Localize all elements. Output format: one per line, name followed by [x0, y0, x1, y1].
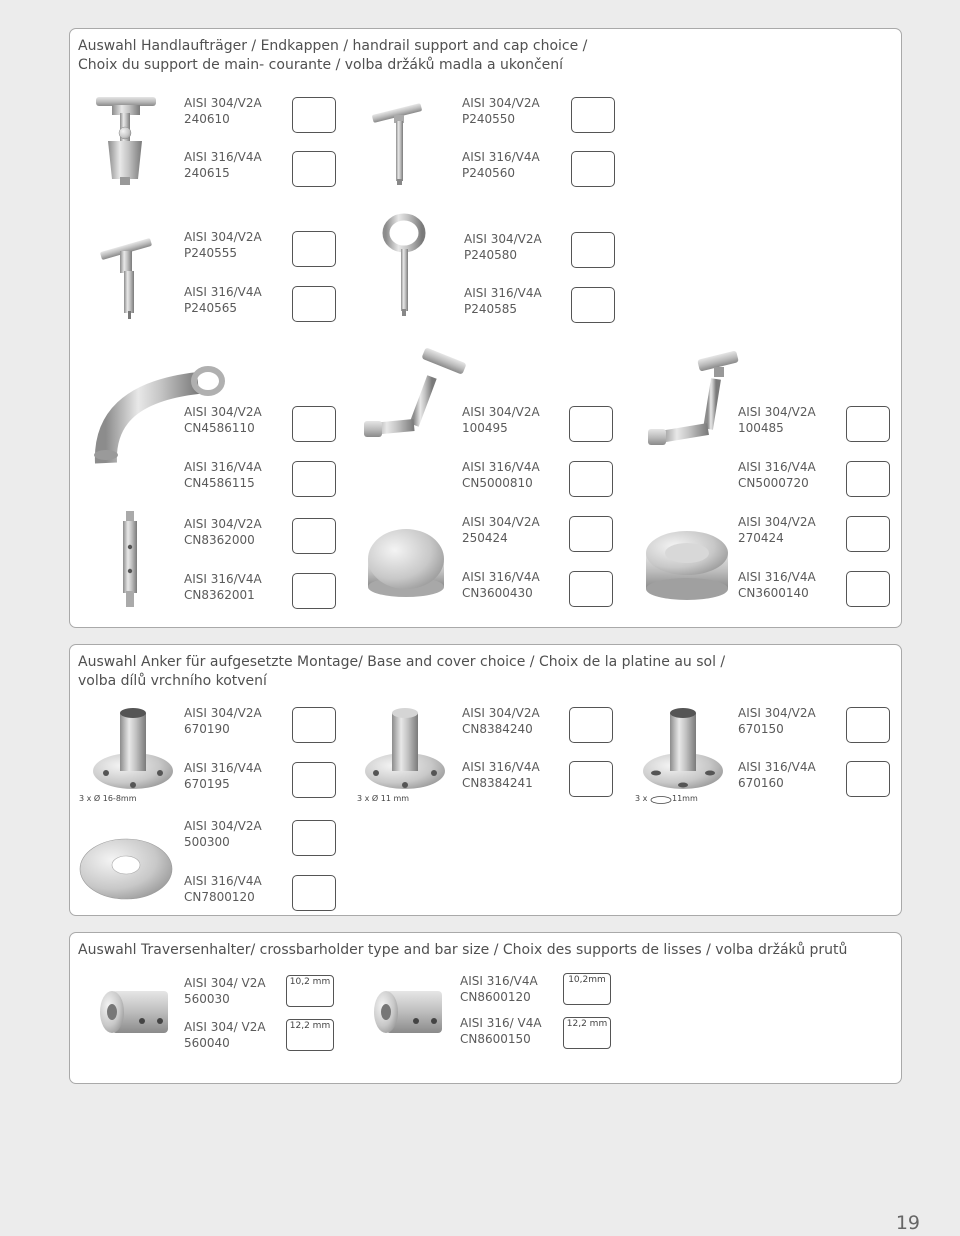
product-image-250424: [358, 517, 458, 607]
checkbox-100495[interactable]: [569, 406, 613, 442]
checkbox-CN3600140[interactable]: [846, 571, 890, 607]
checkbox-560030[interactable]: 10,2 mm: [286, 975, 334, 1007]
section-title-handrail: Auswahl Handlaufträger / Endkappen / handrail support and cap choice / Choix du support de main- courante / volba držáků madla a ukončení: [78, 38, 588, 73]
item-670150: AISI 304/V2A 670150: [738, 706, 816, 736]
checkbox-P240580[interactable]: [571, 232, 615, 268]
item-P240565: AISI 316/V4A P240565: [184, 285, 262, 315]
item-CN3600430: AISI 316/V4A CN3600430: [462, 570, 540, 600]
checkbox-CN4586115[interactable]: [292, 461, 336, 497]
checkbox-670195[interactable]: [292, 762, 336, 798]
item-100495: AISI 304/V2A 100495: [462, 405, 540, 435]
checkbox-CN8384241[interactable]: [569, 761, 613, 797]
checkbox-CN5000720[interactable]: [846, 461, 890, 497]
checkbox-670190[interactable]: [292, 707, 336, 743]
note-holes-11: 3 x Ø 11 mm: [357, 794, 410, 803]
panel-handrail-support: [69, 28, 902, 628]
product-image-270424: [638, 517, 738, 607]
product-image-240610: [90, 91, 180, 191]
checkbox-CN4586110[interactable]: [292, 406, 336, 442]
item-P240585: AISI 316/V4A P240585: [464, 286, 542, 316]
checkbox-670150[interactable]: [846, 707, 890, 743]
item-240610: AISI 304/V2A 240610: [184, 96, 262, 126]
note-holes-slot-prefix: 3 x: [635, 794, 648, 803]
product-image-500300: [76, 825, 176, 907]
section-title-base: Auswahl Anker für aufgesetzte Montage/ Base and cover choice / Choix de la platine au sol / volba dílů vrchního kotvení: [78, 654, 726, 689]
product-image-P240580: [370, 211, 440, 321]
note-holes-slot: 11mm: [672, 794, 698, 803]
item-CN4586110: AISI 304/V2A CN4586110: [184, 405, 262, 435]
item-500300: AISI 304/V2A 500300: [184, 819, 262, 849]
note-holes-16-8: 3 x Ø 16-8mm: [79, 794, 137, 803]
checkbox-P240550[interactable]: [571, 97, 615, 133]
item-CN4586115: AISI 316/V4A CN4586115: [184, 460, 262, 490]
checkbox-250424[interactable]: [569, 516, 613, 552]
checkbox-270424[interactable]: [846, 516, 890, 552]
product-image-CN8600120: [364, 983, 456, 1043]
item-P240555: AISI 304/V2A P240555: [184, 230, 262, 260]
item-670190: AISI 304/V2A 670190: [184, 706, 262, 736]
item-P240580: AISI 304/V2A P240580: [464, 232, 542, 262]
item-CN7800120: AISI 316/V4A CN7800120: [184, 874, 262, 904]
item-560030: AISI 304/ V2A 560030: [184, 976, 266, 1006]
item-CN5000720: AISI 316/V4A CN5000720: [738, 460, 816, 490]
product-image-560030: [90, 983, 182, 1043]
checkbox-P240565[interactable]: [292, 286, 336, 322]
product-image-670190: [88, 705, 178, 795]
item-CN8600120: AISI 316/V4A CN8600120: [460, 974, 538, 1004]
checkbox-560040[interactable]: 12,2 mm: [286, 1019, 334, 1051]
item-CN8362001: AISI 316/V4A CN8362001: [184, 572, 262, 602]
checkbox-P240585[interactable]: [571, 287, 615, 323]
checkbox-240615[interactable]: [292, 151, 336, 187]
item-270424: AISI 304/V2A 270424: [738, 515, 816, 545]
checkbox-240610[interactable]: [292, 97, 336, 133]
item-P240560: AISI 316/V4A P240560: [462, 150, 540, 180]
checkbox-CN8362000[interactable]: [292, 518, 336, 554]
checkbox-100485[interactable]: [846, 406, 890, 442]
checkbox-P240555[interactable]: [292, 231, 336, 267]
item-560040: AISI 304/ V2A 560040: [184, 1020, 266, 1050]
checkbox-CN8600150[interactable]: 12,2 mm: [563, 1017, 611, 1049]
item-CN3600140: AISI 316/V4A CN3600140: [738, 570, 816, 600]
product-image-P240550: [366, 97, 436, 197]
slot-icon: [650, 795, 672, 805]
item-CN8362000: AISI 304/V2A CN8362000: [184, 517, 262, 547]
item-670160: AISI 316/V4A 670160: [738, 760, 816, 790]
panel-crossbar-holder: [69, 932, 902, 1084]
item-P240550: AISI 304/V2A P240550: [462, 96, 540, 126]
item-CN8384240: AISI 304/V2A CN8384240: [462, 706, 540, 736]
product-image-CN8362000: [116, 509, 146, 611]
checkbox-CN5000810[interactable]: [569, 461, 613, 497]
checkbox-500300[interactable]: [292, 820, 336, 856]
product-image-P240555: [96, 229, 176, 329]
page-number: 19: [895, 1212, 920, 1234]
checkbox-CN3600430[interactable]: [569, 571, 613, 607]
item-CN8384241: AISI 316/V4A CN8384241: [462, 760, 540, 790]
item-100485: AISI 304/V2A 100485: [738, 405, 816, 435]
checkbox-CN8362001[interactable]: [292, 573, 336, 609]
checkbox-CN8600120[interactable]: 10,2mm: [563, 973, 611, 1005]
checkbox-CN8384240[interactable]: [569, 707, 613, 743]
item-250424: AISI 304/V2A 250424: [462, 515, 540, 545]
section-title-crossbar: Auswahl Traversenhalter/ crossbarholder type and bar size / Choix des supports de lisses / volba držáků prutů: [78, 942, 848, 958]
item-CN5000810: AISI 316/V4A CN5000810: [462, 460, 540, 490]
item-240615: AISI 316/V4A 240615: [184, 150, 262, 180]
product-image-670150: [638, 705, 728, 795]
checkbox-P240560[interactable]: [571, 151, 615, 187]
checkbox-CN7800120[interactable]: [292, 875, 336, 911]
item-CN8600150: AISI 316/ V4A CN8600150: [460, 1016, 542, 1046]
item-670195: AISI 316/V4A 670195: [184, 761, 262, 791]
product-image-CN8384240: [360, 705, 450, 795]
checkbox-670160[interactable]: [846, 761, 890, 797]
panel-base-cover: [69, 644, 902, 916]
